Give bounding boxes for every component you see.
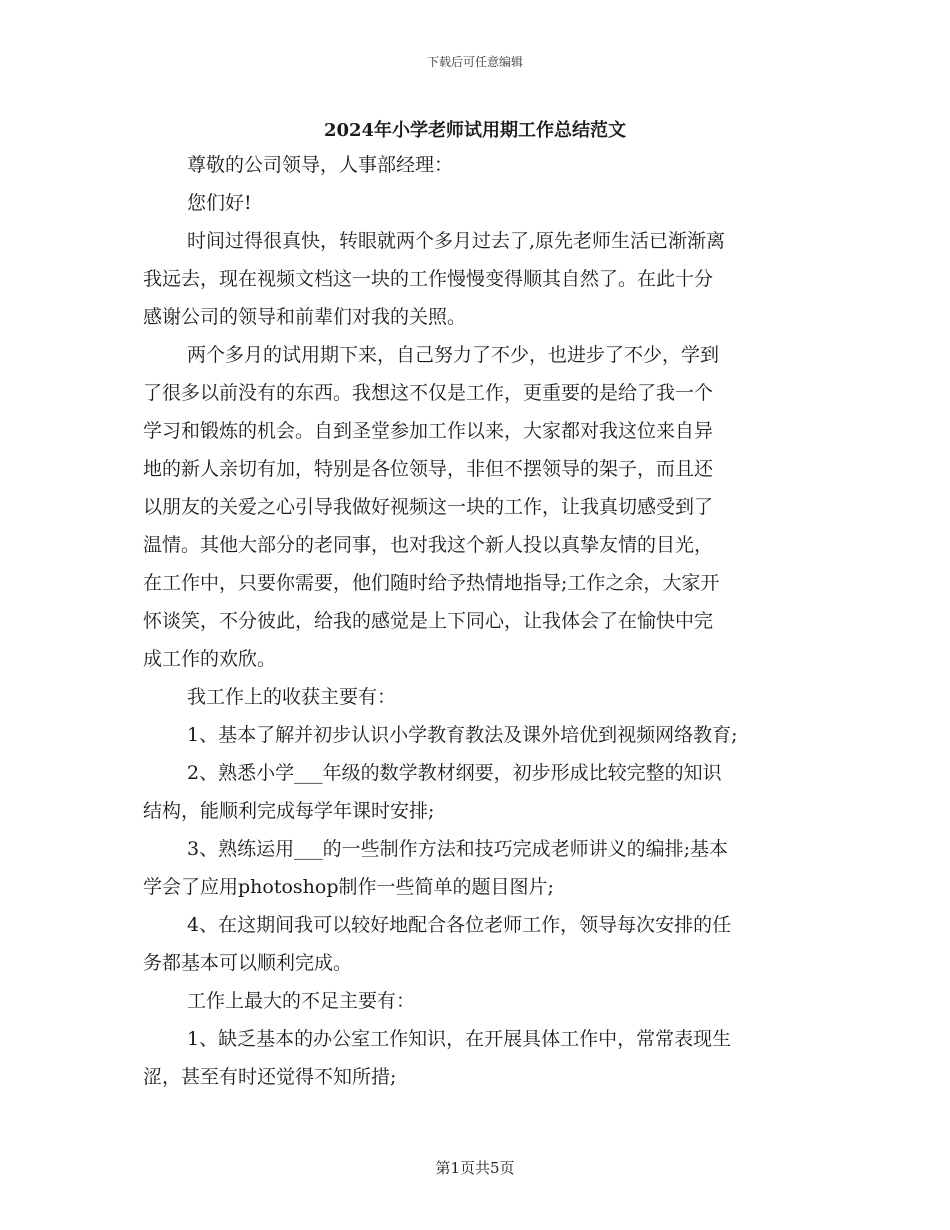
body-text-line: 学习和锻炼的机会。自到圣堂参加工作以来，大家都对我这位来自异 [143,420,714,442]
list-item: 3、熟练运用___的一些制作方法和技巧完成老师讲义的编排;基本 [187,838,728,860]
body-text-line: 怀谈笑，不分彼此，给我的感觉是上下同心，让我体会了在愉快中完 [143,610,714,632]
list-item: 2、熟悉小学___年级的数学教材纲要，初步形成比较完整的知识 [187,762,722,784]
list-item-continuation: 涩，甚至有时还觉得不知所措; [143,1066,397,1088]
list-item-continuation: 务都基本可以顺利完成。 [143,952,353,974]
section-heading-gains: 我工作上的收获主要有： [187,686,397,708]
body-text-line: 成工作的欢欣。 [143,648,277,670]
page-header-note: 下载后可任意编辑 [426,55,523,69]
list-item: 1、基本了解并初步认识小学教育教法及课外培优到视频网络教育; [187,724,738,746]
body-text-line: 感谢公司的领导和前辈们对我的关照。 [143,306,467,328]
body-text-line: 我远去，现在视频文档这一块的工作慢慢变得顺其自然了。在此十分 [143,268,714,290]
document-title: 2024年小学老师试用期工作总结范文 [323,120,627,141]
body-text-line: 了很多以前没有的东西。我想这不仅是工作，更重要的是给了我一个 [143,382,714,404]
body-text-line: 两个多月的试用期下来，自己努力了不少，也进步了不少，学到 [187,344,720,366]
list-item: 1、缺乏基本的办公室工作知识，在开展具体工作中，常常表现生 [187,1028,732,1050]
document-body [143,150,823,1100]
salutation-line: 尊敬的公司领导，人事部经理： [187,154,454,176]
body-text-line: 地的新人亲切有加，特别是各位领导，非但不摆领导的架子，而且还 [143,458,714,480]
body-text-line: 以朋友的关爱之心引导我做好视频这一块的工作，让我真切感受到了 [143,496,714,518]
body-text-line: 在工作中，只要你需要，他们随时给予热情地指导;工作之余，大家开 [143,572,720,594]
list-item: 4、在这期间我可以较好地配合各位老师工作，领导每次安排的任 [187,914,732,936]
list-item-continuation: 学会了应用photoshop制作一些简单的题目图片; [143,876,554,898]
section-heading-shortcomings: 工作上最大的不足主要有： [187,990,416,1012]
greeting-line: 您们好! [187,192,252,214]
page-number: 第1页共5页 [435,1159,515,1177]
body-text-line: 时间过得很真快，转眼就两个多月过去了,原先老师生活已渐渐离 [187,230,726,252]
body-text-line: 温情。其他大部分的老同事，也对我这个新人投以真挚友情的目光， [143,534,714,556]
list-item-continuation: 结构，能顺利完成每学年课时安排; [143,800,435,822]
